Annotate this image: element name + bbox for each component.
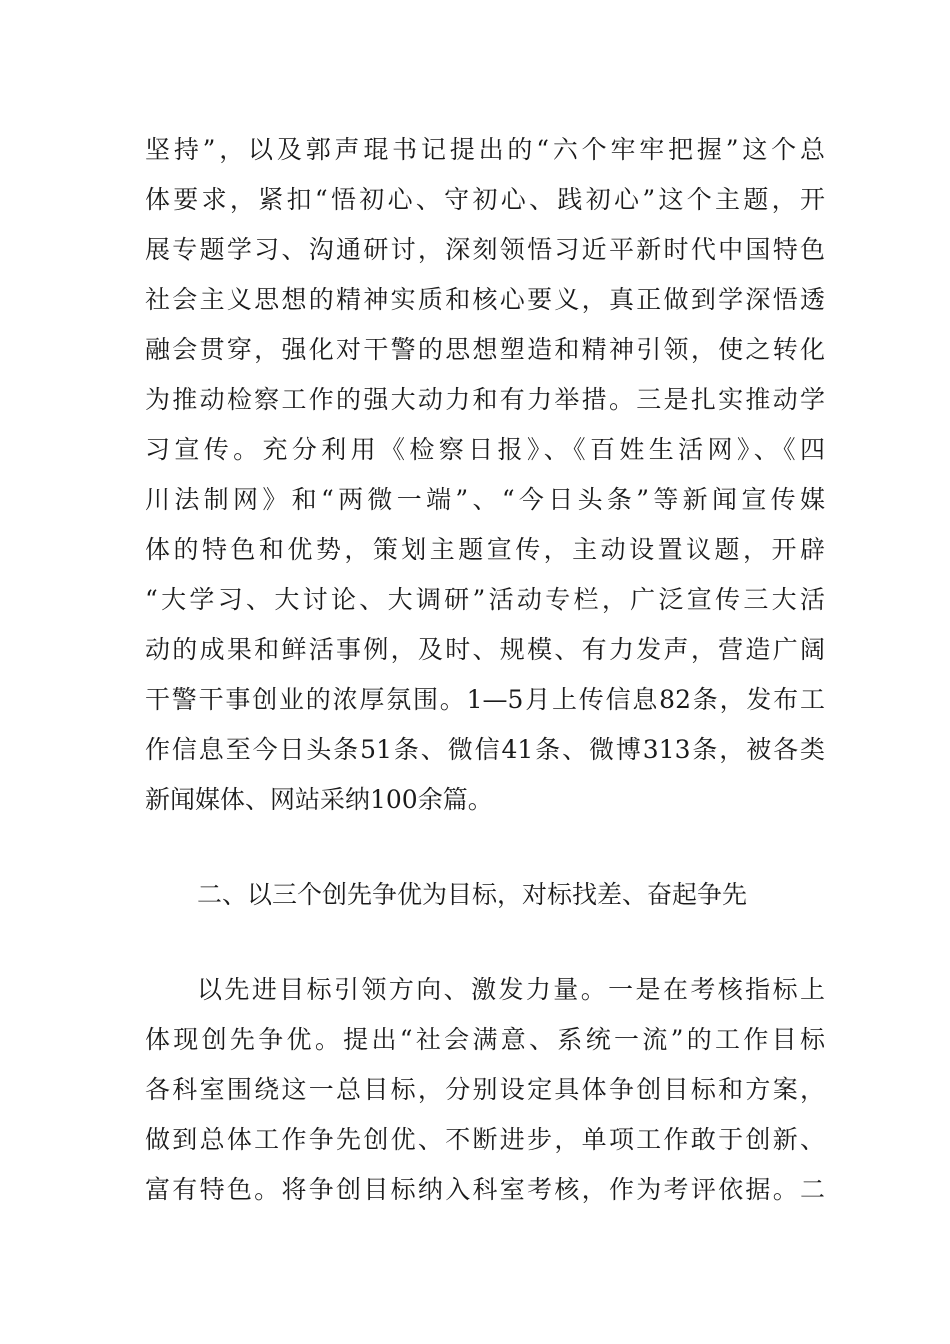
paragraph-line: 新闻媒体、网站采纳100余篇。 — [145, 785, 493, 814]
paragraph-line: 社会主义思想的精神实质和核心要义，真正做到学深悟透 — [145, 285, 825, 314]
paragraph-line: 为推动检察工作的强大动力和有力举措。三是扎实推动学 — [145, 385, 825, 414]
paragraph-line: 体要求，紧扣“悟初心、守初心、践初心”这个主题，开 — [145, 185, 825, 214]
paragraph-line: 以先进目标引领方向、激发力量。一是在考核指标上 — [197, 975, 825, 1004]
section-heading: 二、以三个创先争优为目标，对标找差、奋起争先 — [197, 880, 748, 909]
paragraph-line: 川法制网》和“两微一端”、“今日头条”等新闻宣传媒 — [145, 485, 825, 514]
paragraph-line: 各科室围绕这一总目标，分别设定具体争创目标和方案， — [145, 1075, 825, 1104]
paragraph-line: 动的成果和鲜活事例，及时、规模、有力发声，营造广阔 — [145, 635, 825, 664]
paragraph-line: 坚持”，以及郭声琨书记提出的“六个牢牢把握”这个总 — [145, 135, 825, 164]
paragraph-line: 融会贯穿，强化对干警的思想塑造和精神引领，使之转化 — [145, 335, 825, 364]
paragraph-line: 展专题学习、沟通研讨，深刻领悟习近平新时代中国特色 — [145, 235, 825, 264]
paragraph-line: 做到总体工作争先创优、不断进步，单项工作敢于创新、 — [145, 1125, 825, 1154]
paragraph-line: 富有特色。将争创目标纳入科室考核，作为考评依据。二 — [145, 1175, 825, 1204]
paragraph-line: “大学习、大讨论、大调研”活动专栏，广泛宣传三大活 — [145, 585, 825, 614]
paragraph-line: 干警干事创业的浓厚氛围。1—5月上传信息82条，发布工 — [145, 685, 825, 714]
paragraph-line: 习宣传。充分利用《检察日报》、《百姓生活网》、《四 — [145, 435, 825, 464]
paragraph-line: 作信息至今日头条51条、微信41条、微博313条，被各类 — [145, 735, 825, 764]
paragraph-line: 体的特色和优势，策划主题宣传，主动设置议题，开辟 — [145, 535, 825, 564]
paragraph-line: 体现创先争优。提出“社会满意、系统一流”的工作目标 — [145, 1025, 825, 1054]
